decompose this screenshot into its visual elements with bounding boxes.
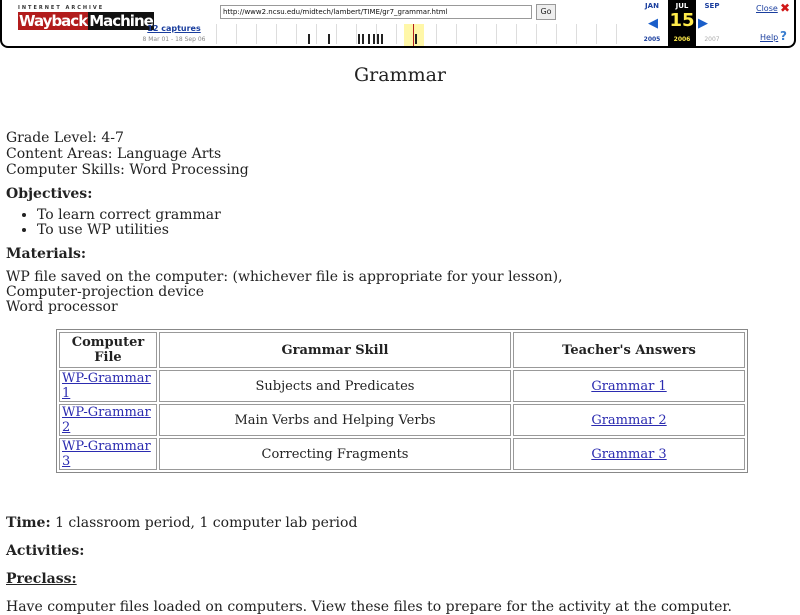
close-link[interactable]: Close	[756, 4, 778, 13]
go-button[interactable]: Go	[536, 4, 556, 20]
answer-link[interactable]: Grammar 3	[591, 446, 667, 462]
objective-item: • To use WP utilities	[37, 223, 794, 238]
capture-tick[interactable]	[377, 34, 379, 44]
close-icon[interactable]: ✖	[780, 1, 791, 15]
timeline-divider	[556, 24, 557, 44]
material-item: WP file saved on the computer: (whichever file is appropriate for your lesson),	[6, 269, 563, 285]
timeline-divider	[236, 24, 237, 44]
next-year: 2007	[704, 36, 720, 43]
grade-level: Grade Level: 4-7	[6, 130, 124, 146]
lesson-info	[6, 130, 794, 178]
material-item: Word processor	[6, 299, 118, 315]
timeline-divider	[216, 24, 217, 44]
capture-tick[interactable]	[328, 34, 330, 44]
capture-calendar	[638, 0, 748, 46]
answer-link[interactable]: Grammar 1	[591, 378, 667, 394]
file-link[interactable]: WP-Grammar 2	[62, 405, 151, 435]
objectives-heading: Objectives:	[6, 186, 93, 202]
timeline-divider	[516, 24, 517, 44]
wayback-toolbar	[0, 0, 796, 48]
capture-tick[interactable]	[373, 34, 375, 44]
file-link[interactable]: WP-Grammar 3	[62, 439, 151, 469]
wordmark-way: Wayback	[19, 12, 88, 30]
header-computer-file: Computer File	[59, 332, 157, 368]
timeline-divider	[296, 24, 297, 44]
capture-timeline[interactable]	[216, 24, 628, 46]
page-content	[6, 60, 794, 615]
help-link[interactable]: Help	[760, 33, 779, 42]
table-row	[59, 370, 745, 402]
material-item: Computer-projection device	[6, 284, 205, 300]
timeline-divider	[436, 24, 437, 44]
prev-arrow-icon[interactable]: ◀	[648, 16, 658, 31]
content-areas: Content Areas: Language Arts	[6, 146, 222, 162]
next-capture-column[interactable]	[698, 0, 726, 43]
table-row	[59, 438, 745, 470]
skill-cell: Subjects and Predicates	[159, 370, 511, 402]
activities-heading: Activities:	[6, 543, 85, 559]
internet-archive-label: INTERNET ARCHIVE	[18, 5, 105, 11]
timeline-divider	[456, 24, 457, 44]
timeline-divider	[536, 24, 537, 44]
preclass-text: Have computer files loaded on computers. View these files to prepare for the activity at the computer.	[6, 599, 732, 615]
current-capture-column	[668, 0, 696, 46]
capture-tick[interactable]	[368, 34, 370, 44]
prev-month[interactable]: JAN	[645, 2, 659, 10]
computer-skills: Computer Skills: Word Processing	[6, 162, 249, 178]
time-value: 1 classroom period, 1 computer lab period	[50, 515, 358, 531]
timeline-divider	[476, 24, 477, 44]
timeline-divider	[596, 24, 597, 44]
header-grammar-skill: Grammar Skill	[159, 332, 511, 368]
materials-heading: Materials:	[6, 246, 87, 262]
captures-link[interactable]: 12 captures	[147, 24, 201, 33]
capture-tick[interactable]	[415, 34, 417, 44]
lesson-files-table	[56, 329, 748, 473]
timeline-divider	[316, 24, 317, 44]
skill-cell: Correcting Fragments	[159, 438, 511, 470]
objectives-list	[6, 208, 794, 238]
timeline-current-marker	[413, 24, 414, 46]
timeline-divider	[276, 24, 277, 44]
materials-list	[6, 270, 794, 315]
time-line	[6, 515, 794, 531]
help-icon[interactable]: ?	[780, 29, 787, 43]
next-month[interactable]: SEP	[704, 2, 720, 10]
capture-tick[interactable]	[381, 34, 383, 44]
timeline-divider	[356, 24, 357, 44]
objective-item: • To learn correct grammar	[37, 208, 794, 223]
capture-tick[interactable]	[362, 34, 364, 44]
timeline-divider	[256, 24, 257, 44]
timeline-divider	[396, 24, 397, 44]
page-title: Grammar	[353, 64, 447, 86]
timeline-divider	[336, 24, 337, 44]
wayback-logo[interactable]	[18, 5, 153, 30]
captures-info	[134, 24, 214, 43]
captures-range: 8 Mar 01 - 18 Sep 06	[142, 36, 206, 43]
url-input[interactable]	[220, 5, 532, 19]
time-label: Time:	[6, 515, 51, 531]
wayback-machine-wordmark	[18, 12, 153, 30]
next-arrow-icon[interactable]: ▶	[698, 16, 708, 31]
prev-year[interactable]: 2005	[643, 36, 661, 43]
timeline-divider	[576, 24, 577, 44]
current-month: JUL	[675, 2, 689, 10]
answer-link[interactable]: Grammar 2	[591, 412, 667, 428]
table-row	[59, 404, 745, 436]
wordmark-machine: Machine	[89, 12, 153, 30]
capture-tick[interactable]	[308, 34, 310, 44]
table-header-row	[59, 332, 745, 368]
file-link[interactable]: WP-Grammar 1	[62, 371, 151, 401]
current-year: 2006	[673, 36, 691, 43]
preclass-heading: Preclass:	[6, 571, 77, 587]
current-day: 15	[669, 10, 695, 31]
capture-tick[interactable]	[358, 34, 360, 44]
header-teachers-answers: Teacher's Answers	[513, 332, 745, 368]
timeline-divider	[616, 24, 617, 44]
timeline-current-year-highlight	[404, 24, 424, 46]
skill-cell: Main Verbs and Helping Verbs	[159, 404, 511, 436]
prev-capture-column[interactable]	[638, 0, 666, 43]
timeline-divider	[496, 24, 497, 44]
